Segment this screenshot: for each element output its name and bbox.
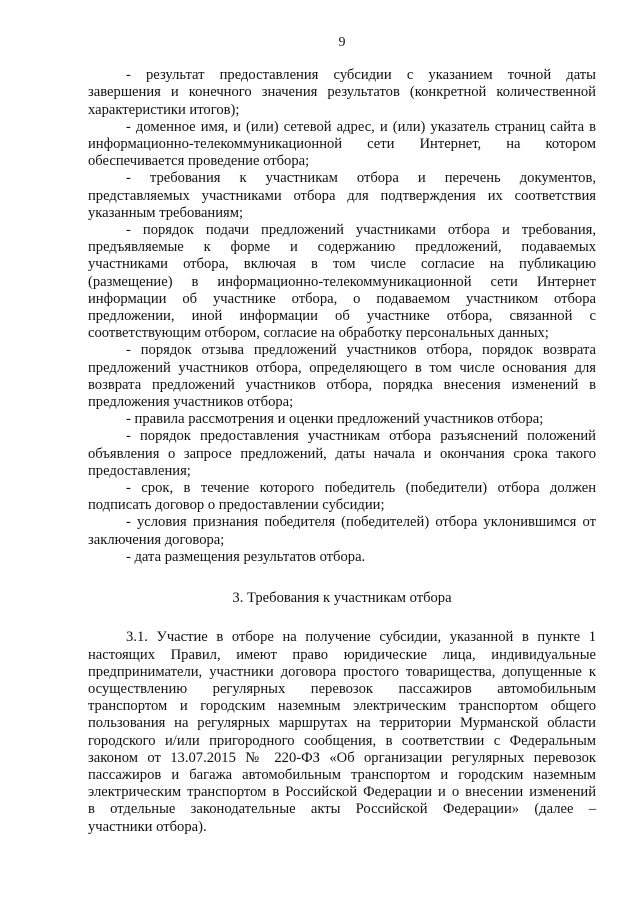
text-line: - условия признания победителя (победителей) отбора уклонившимся от (126, 514, 596, 531)
list-item (88, 480, 596, 514)
text-line: - порядок подачи предложений участниками отбора и требования, (126, 222, 596, 239)
text-line: предприниматели, участники договора простого товарищества, допущенные к (88, 663, 596, 680)
text-line: - доменное имя, и (или) сетевой адрес, и (или) указатель страниц сайта в (126, 118, 596, 135)
text-line: предоставления; (88, 462, 191, 479)
text-line: объявления о запросе предложений, даты начала и окончания срока такого (88, 445, 596, 462)
text-line: - требования к участникам отбора и перечень документов, (126, 170, 596, 187)
text-line: обеспечивается проведение отбора; (88, 153, 310, 170)
text-line: подписать договор о предоставлении субсидии; (88, 497, 385, 514)
text-line: - срок, в течение которого победитель (победители) отбора должен (126, 480, 596, 497)
text-line: участники отбора). (88, 818, 207, 835)
list-item (88, 549, 596, 566)
text-line: пользования на регулярных маршрутах на территории Мурманской области (88, 715, 596, 732)
text-line: - правила рассмотрения и оценки предложений участников отбора; (126, 411, 544, 428)
text-line: предложении, иной информации об участнике отбора, связанной с (88, 308, 596, 325)
paragraph-3-1 (88, 629, 596, 835)
section-heading: 3. Требования к участникам отбора (232, 590, 452, 607)
text-line: представляемых участниками отбора для подтверждения их соответствия (88, 187, 596, 204)
text-line: в отдельные законодательные акты Российской Федерации» (далее – (88, 801, 596, 818)
text-line: транспортом и городским наземным электрическим транспортом общего (88, 698, 596, 715)
text-line: осуществлению регулярных перевозок пассажиров автомобильным (88, 680, 596, 697)
list-item (88, 514, 596, 548)
requirements-list (88, 67, 596, 566)
text-line: участниками отбора, включая в том числе согласие на публикацию (88, 256, 596, 273)
text-line: характеристики итогов); (88, 101, 240, 118)
text-line: предложения участников отбора; (88, 394, 294, 411)
page-number: 9 (338, 35, 346, 50)
text-line: информационно-телекоммуникационной сети Интернет, на котором (88, 136, 596, 153)
text-line: предложений участников отбора, определяющего в том числе основания для (88, 359, 596, 376)
list-item (88, 119, 596, 171)
text-line: - порядок отзыва предложений участников отбора, порядок возврата (126, 342, 596, 359)
list-item (88, 411, 596, 428)
text-line: предъявляемые к форме и содержанию предложений, подаваемых (88, 239, 596, 256)
text-line: соответствующим отбором, согласие на обработку персональных данных; (88, 325, 549, 342)
text-line: пассажиров и багажа автомобильным транспортом и городским наземным (88, 766, 596, 783)
text-line: - порядок предоставления участникам отбора разъяснений положений (126, 428, 596, 445)
text-line: - результат предоставления субсидии с указанием точной даты (126, 67, 596, 84)
list-item (88, 342, 596, 411)
list-item (88, 222, 596, 342)
list-item (88, 170, 596, 222)
text-line: завершения и конечного значения результатов (конкретной количественной (88, 84, 596, 101)
text-line: 3.1. Участие в отборе на получение субсидии, указанной в пункте 1 (126, 629, 596, 646)
text-line: заключения договора; (88, 531, 225, 548)
list-item (88, 428, 596, 480)
text-line: законом от 13.07.2015 № 220-ФЗ «Об организации регулярных перевозок (88, 749, 596, 766)
text-line: указанным требованиям; (88, 204, 244, 221)
text-line: информации об участнике отбора, о подаваемом участником отбора (88, 290, 596, 307)
text-line: городского и/или пригородного сообщения, в соответствии с Федеральным (88, 732, 596, 749)
text-line: электрическим транспортом в Российской Федерации и о внесении изменений (88, 784, 596, 801)
text-line: - дата размещения результатов отбора. (126, 548, 366, 565)
text-line: возврата предложений участников отбора, порядка внесения изменений в (88, 376, 596, 393)
text-line: (размещение) в информационно-телекоммуникационной сети Интернет (88, 273, 596, 290)
list-item (88, 67, 596, 119)
text-line: настоящих Правил, имеют право юридические лица, индивидуальные (88, 646, 596, 663)
